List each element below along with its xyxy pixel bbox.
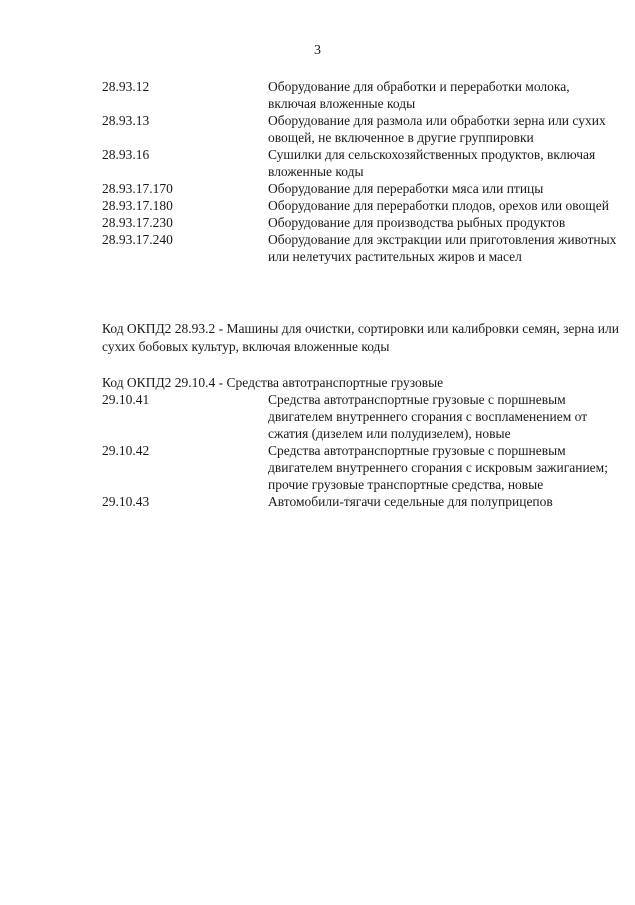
okpd-2893-2-paragraph: Код ОКПД2 28.93.2 - Машины для очистки, сортировки или калибровки семян, зерна или сухих бобовых культур, включая вложенные коды — [102, 321, 619, 354]
okpd-code: 28.93.17.180 — [102, 198, 173, 213]
table-row — [102, 78, 617, 112]
okpd-code: 29.10.43 — [102, 494, 150, 509]
okpd-code: 29.10.41 — [102, 392, 150, 407]
okpd-code: 29.10.42 — [102, 443, 150, 458]
okpd-code: 28.93.12 — [102, 79, 150, 94]
page-number: 3 — [314, 43, 321, 58]
okpd-description: Оборудование для обработки и переработки молока, включая вложенные коды — [268, 79, 570, 111]
okpd-description: Средства автотранспортные грузовые с поршневым двигателем внутреннего сгорания с воспламенением от сжатия (дизелем или полудизелем), новые — [268, 392, 588, 441]
table-row — [102, 231, 617, 265]
okpd-description: Оборудование для производства рыбных продуктов — [268, 215, 566, 230]
table-row — [102, 180, 617, 197]
section-header: Код ОКПД2 29.10.4 - Средства автотранспортные грузовые — [102, 375, 444, 390]
okpd-code: 28.93.17.230 — [102, 215, 173, 230]
table-row — [102, 146, 617, 180]
table-row — [102, 112, 617, 146]
okpd-description: Автомобили-тягачи седельные для полуприцепов — [268, 494, 553, 509]
okpd-code: 28.93.17.170 — [102, 181, 173, 196]
okpd-description: Оборудование для экстракции или приготовления животных или нелетучих растительных жиров и масел — [268, 232, 617, 264]
table-row — [102, 493, 617, 510]
okpd-code: 28.93.16 — [102, 147, 150, 162]
table-row — [102, 197, 617, 214]
okpd-table-2893 — [102, 78, 617, 265]
okpd-code: 28.93.13 — [102, 113, 150, 128]
okpd-description: Оборудование для переработки плодов, орехов или овощей — [268, 198, 609, 213]
okpd-description: Оборудование для размола или обработки зерна или сухих овощей, не включенное в другие группировки — [268, 113, 606, 145]
table-row — [102, 214, 617, 231]
okpd-description: Сушилки для сельскохозяйственных продуктов, включая вложенные коды — [268, 147, 596, 179]
okpd-code: 28.93.17.240 — [102, 232, 173, 247]
okpd-description: Оборудование для переработки мяса или птицы — [268, 181, 544, 196]
table-row — [102, 442, 617, 493]
okpd-section-2910-4 — [102, 374, 617, 510]
okpd-description: Средства автотранспортные грузовые с поршневым двигателем внутреннего сгорания с искровым зажиганием; прочие грузовые транспортные средства, новые — [268, 443, 608, 492]
table-row — [102, 391, 617, 442]
